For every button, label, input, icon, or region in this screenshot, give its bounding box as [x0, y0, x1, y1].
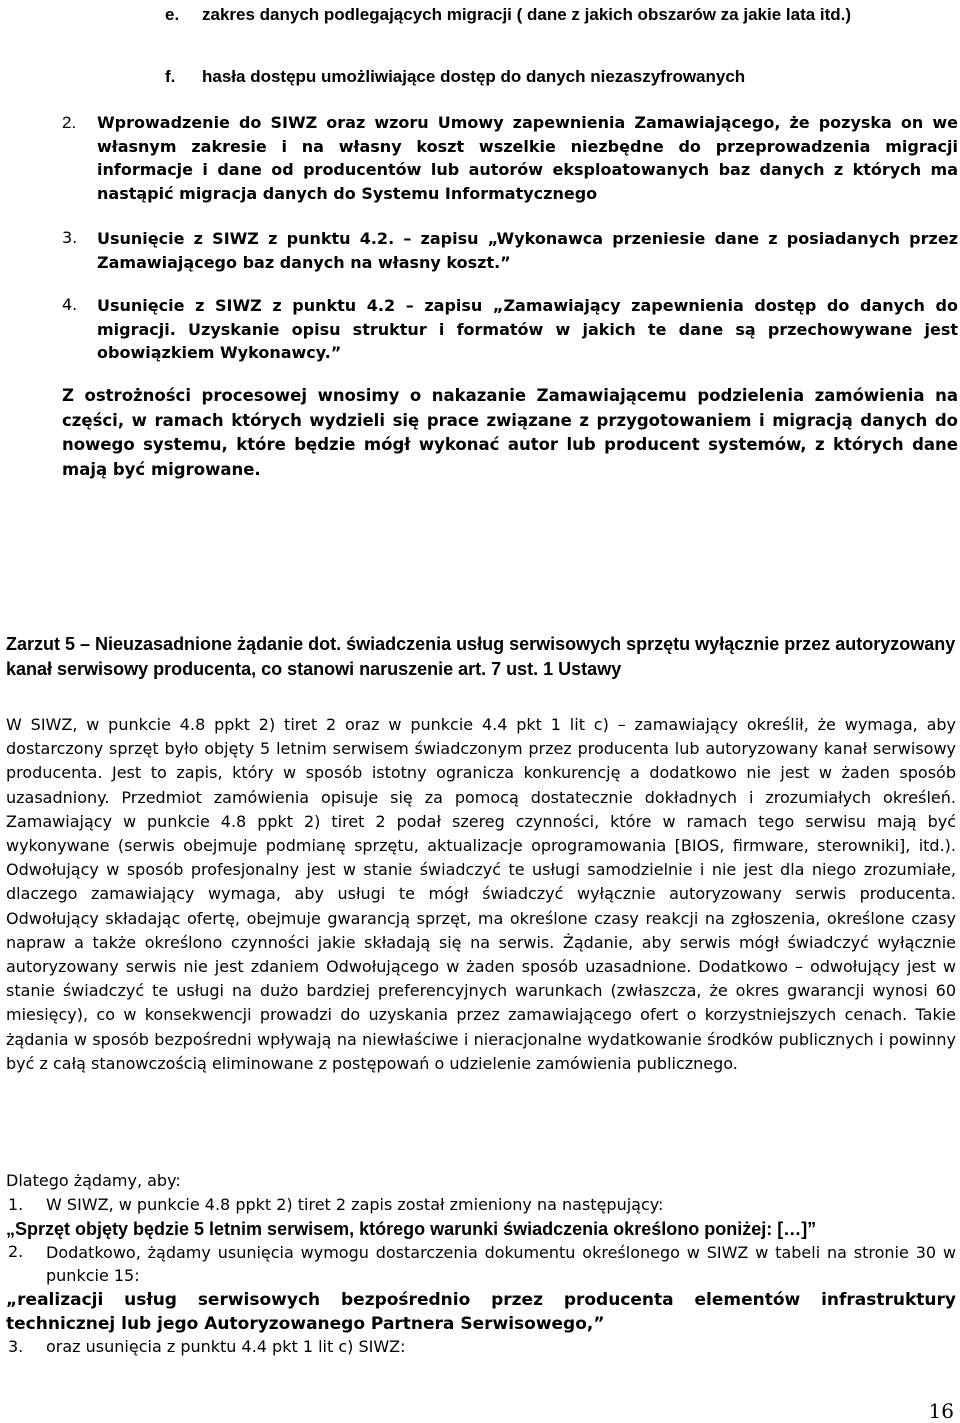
demand-3: [8, 1336, 956, 1358]
objection-heading: Zarzut 5 – Nieuzasadnione żądanie dot. świadczenia usług serwisowych sprzętu wyłącznie przez autoryzowany kanał serwisowy producenta, co stanowi naruszenie art. 7 ust. 1 Ustawy: [6, 634, 956, 679]
list-item-e: [165, 3, 955, 27]
demand-1: [8, 1194, 956, 1216]
list-item-text: Usunięcie z SIWZ z punktu 4.2. – zapisu „Wykonawca przeniesie dane z posiadanych przez Zamawiającego baz danych na własny koszt.”: [97, 229, 958, 272]
list-item-2: [62, 111, 958, 205]
list-item-text: hasła dostępu umożliwiające dostęp do danych niezaszyfrowanych: [202, 67, 746, 86]
list-item-text: Usunięcie z SIWZ z punktu 4.2 – zapisu „Zamawiający zapewnienia dostęp do danych do migracji. Uzyskanie opisu struktur i formatów w jakich te dane są przechowywane jest obowiązkiem Wykonawcy.”: [97, 296, 958, 362]
demands-intro: Dlatego żądamy, aby:: [6, 1171, 181, 1190]
list-item-3: [62, 227, 958, 275]
demand-2-quote: „realizacji usług serwisowych bezpośrednio przez producenta elementów infrastruktury technicznej lub jego Autoryzowanego Partnera Serwisowego,”: [6, 1290, 956, 1334]
list-item-text: Wprowadzenie do SIWZ oraz wzoru Umowy zapewnienia Zamawiającego, że pozyska on we własnym zakresie i na własny koszt wszelkie niezbędne do przeprowadzenia migracji informacje i dane od producentów lub autorów eksploatowanych baz danych z których ma nastąpić migracja danych do Systemu Informatycznego: [97, 113, 958, 203]
list-marker: 3.: [8, 1337, 24, 1356]
list-marker: 1.: [8, 1195, 24, 1214]
list-marker: f.: [165, 67, 176, 86]
list-marker: 3.: [62, 228, 78, 247]
list-marker: 2.: [8, 1242, 24, 1261]
list-marker: e.: [165, 5, 180, 24]
demand-2: [8, 1241, 956, 1287]
body-paragraph: W SIWZ, w punkcie 4.8 ppkt 2) tiret 2 oraz w punkcie 4.4 pkt 1 lit c) – zamawiający określił, że wymaga, aby dostarczony sprzęt było objęty 5 letnim serwisem świadczonym przez producenta lub autoryzowany kanał serwisowy producenta. Jest to zapis, który w sposób istotny ogranicza konkurencję a dodatkowo nie jest w żaden sposób uzasadniony. Przedmiot zamówienia opisuje się za pomocą dostatecznie dokładnych i zrozumiałych określeń. Zamawiający w punkcie 4.8 ppkt 2) tiret 2 podał szereg czynności, które w ramach tego serwisu mają być wykonywane (serwis obejmuje podmianę sprzętu, aktualizacje oprogramowania [BIOS, firmware, sterowniki], itd.). Odwołujący w sposób profesjonalny jest w stanie świadczyć te usługi samodzielnie i nie jest dla niego zrozumiałe, dlaczego zamawiający wymaga, aby usługi te mógł świadczyć wyłącznie autoryzowany serwis producenta. Odwołujący składając ofertę, obejmuje gwarancją sprzęt, ma określone czasy reakcji na zgłoszenia, określone czasy napraw a także określono czynności jakie składają się na serwis. Żądanie, aby serwis mógł świadczyć wyłącznie autoryzowany serwis nie jest zdaniem Odwołującego w żaden sposób uzasadnione. Dodatkowo – odwołujący jest w stanie świadczyć te usługi na dużo bardziej preferencyjnych warunkach (zwłaszcza, że okres gwarancji wynosi 60 miesięcy), co w konsekwencji prowadzi do uzyskania przez zamawiającego ofert o korzystniejszych cenach. Takie żądania w sposób bezpośredni wpływają na niewłaściwe i nieracjonalne wydatkowanie środków publicznych i powinny być z całą stanowczością eliminowane z postępowań o udzielenie zamówienia publicznego.: [6, 715, 956, 1073]
list-item-4: [62, 294, 958, 365]
caution-paragraph: Z ostrożności procesowej wnosimy o nakazanie Zamawiającemu podzielenia zamówienia na części, w ramach których wydzieli się prace związane z przygotowaniem i migracją danych do nowego systemu, które będzie mógł wykonać autor lub producent systemów, z których dane mają być migrowane.: [62, 386, 958, 479]
list-marker: 2.: [62, 113, 77, 132]
list-item-f: [165, 65, 955, 89]
list-marker: 4.: [62, 295, 78, 314]
demand-1-quote: „Sprzęt objęty będzie 5 letnim serwisem, którego warunki świadczenia określono poniżej: […]”: [6, 1219, 817, 1239]
list-item-text: Dodatkowo, żądamy usunięcia wymogu dostarczenia dokumentu określonego w SIWZ w tabeli na stronie 30 w punkcie 15:: [46, 1243, 956, 1285]
page-number: 16: [928, 1399, 954, 1423]
list-item-text: W SIWZ, w punkcie 4.8 ppkt 2) tiret 2 zapis został zmieniony na następujący:: [46, 1195, 664, 1214]
list-item-text: zakres danych podlegających migracji ( dane z jakich obszarów za jakie lata itd.): [202, 5, 852, 24]
list-item-text: oraz usunięcia z punktu 4.4 pkt 1 lit c) SIWZ:: [46, 1337, 406, 1356]
